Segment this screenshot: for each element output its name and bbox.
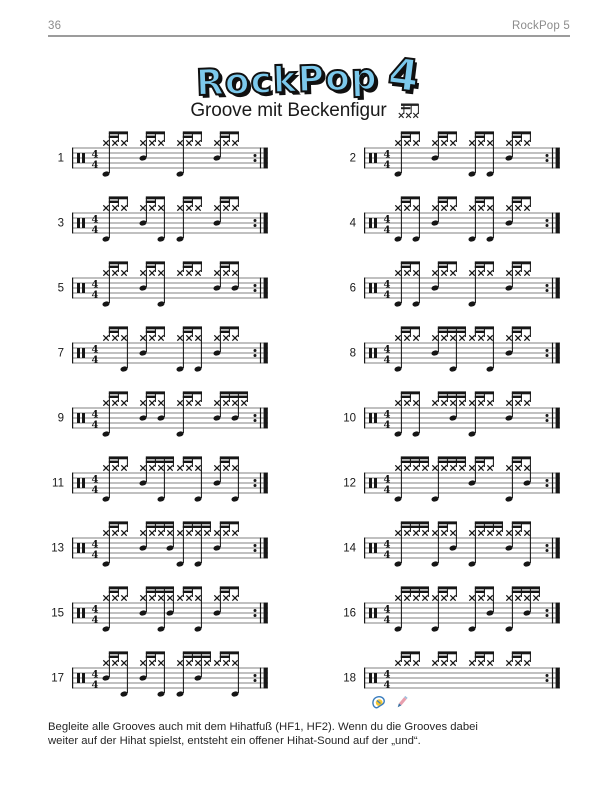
svg-text:4: 4 [91,409,99,421]
exercise-number: 3 [57,217,64,230]
svg-text:4: 4 [383,159,391,171]
exercise-3 [48,193,288,257]
svg-text:4: 4 [383,604,391,616]
hand-icon [371,694,387,710]
exercise-number: 11 [52,477,64,490]
exercise-15 [48,583,288,647]
exercise-staff [340,453,580,517]
svg-text:4: 4 [91,279,99,291]
exercise-number: 18 [343,672,356,685]
svg-text:4: 4 [383,539,391,551]
exercise-10 [340,388,580,452]
svg-text:4: 4 [383,214,391,226]
svg-text:4: 4 [91,484,99,496]
svg-text:4: 4 [383,344,391,356]
svg-text:4: 4 [91,669,99,681]
exercise-staff [48,193,288,257]
svg-text:4: 4 [383,279,391,291]
exercise-staff [48,453,288,517]
exercise-staff [340,323,580,387]
book-title: RockPop 5 [511,20,570,32]
exercise-staff [340,128,580,192]
svg-text:4: 4 [383,669,391,681]
footer-icons [371,694,410,710]
exercise-staff [48,258,288,322]
exercise-number: 6 [349,282,356,295]
exercise-number: 1 [57,152,64,165]
exercise-staff [48,583,288,647]
exercise-14 [340,518,580,582]
exercise-staff [48,388,288,452]
exercise-number: 17 [51,672,64,685]
svg-text:4: 4 [91,149,99,161]
svg-text:4: 4 [91,289,99,301]
footer-note [48,721,478,749]
exercise-staff [48,323,288,387]
exercise-12 [340,453,580,517]
exercise-9 [48,388,288,452]
footer-line-1: Begleite alle Grooves auch mit dem Hihatfuß (HF1, HF2). Wenn du die Grooves dabei [48,721,478,733]
svg-text:4: 4 [91,344,99,356]
exercise-number: 14 [343,542,356,555]
page-number: 36 [48,20,62,32]
exercise-staff [48,648,288,712]
exercise-staff [340,518,580,582]
exercise-number: 15 [51,607,64,620]
footer-line-2: weiter auf der Hihat spielst, entsteht ein offener Hihat-Sound auf der „und“. [48,734,421,747]
svg-text:4: 4 [383,354,391,366]
svg-text:4: 4 [383,549,391,561]
svg-text:4: 4 [91,214,99,226]
exercise-number: 9 [57,412,64,425]
exercise-17 [48,648,288,712]
svg-text:4: 4 [383,409,391,421]
svg-text:4: 4 [383,289,391,301]
exercise-6 [340,258,580,322]
beamed-x-notes-icon [396,101,426,121]
svg-text:4: 4 [91,224,99,236]
logo-number: 4 [385,48,423,103]
logo-text: RockPop [195,56,379,105]
header-rule [48,35,570,37]
svg-text:4: 4 [383,679,391,691]
exercise-number: 5 [57,282,64,295]
exercise-staff [340,193,580,257]
exercise-staff [340,388,580,452]
svg-text:4: 4 [383,419,391,431]
svg-text:4: 4 [383,224,391,236]
exercise-7 [48,323,288,387]
logo [0,48,616,105]
svg-text:4: 4 [91,539,99,551]
svg-text:4: 4 [383,149,391,161]
svg-text:4: 4 [91,474,99,486]
svg-text:4: 4 [91,549,99,561]
exercise-number: 10 [343,412,356,425]
exercise-number: 4 [349,217,356,230]
exercise-16 [340,583,580,647]
svg-text:4: 4 [91,354,99,366]
svg-text:4: 4 [383,474,391,486]
exercise-1 [48,128,288,192]
page-title [0,100,616,122]
svg-text:4: 4 [91,679,99,691]
exercise-number: 13 [51,542,64,555]
exercise-8 [340,323,580,387]
exercise-number: 2 [349,152,356,165]
exercise-staff [48,518,288,582]
svg-text:4: 4 [91,419,99,431]
exercise-13 [48,518,288,582]
exercise-5 [48,258,288,322]
exercise-number: 7 [57,347,64,360]
svg-text:4: 4 [383,614,391,626]
svg-text:4: 4 [383,484,391,496]
exercise-number: 12 [343,477,356,490]
svg-text:4: 4 [91,159,99,171]
exercise-number: 16 [343,607,356,620]
page-title-text: Groove mit Beckenfigur [190,100,387,121]
svg-text:4: 4 [91,604,99,616]
pencil-icon [394,694,410,710]
exercise-grid [48,128,580,712]
exercise-4 [340,193,580,257]
exercise-2 [340,128,580,192]
exercise-number: 8 [349,347,356,360]
exercise-staff [340,258,580,322]
svg-text:4: 4 [91,614,99,626]
exercise-staff [340,583,580,647]
exercise-staff [48,128,288,192]
exercise-11 [48,453,288,517]
